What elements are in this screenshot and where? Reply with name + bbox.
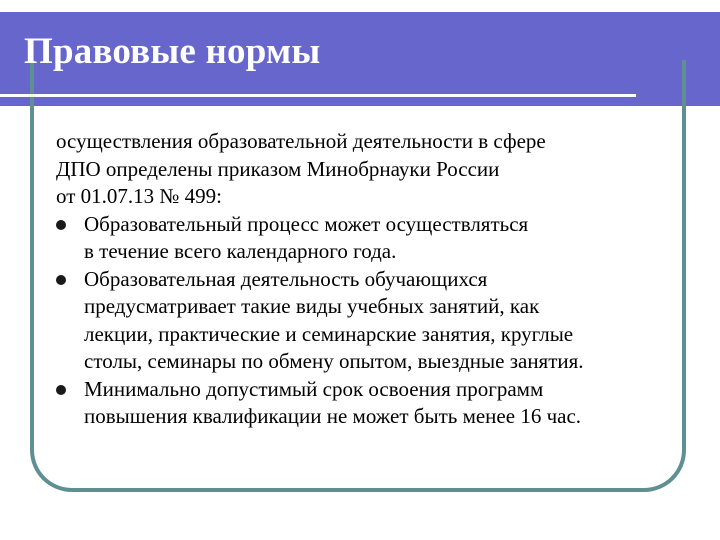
bullet-line: лекции, практические и семинарские занятия, круглые <box>84 321 574 346</box>
intro-line: осуществления образовательной деятельности в сфере <box>56 129 546 153</box>
bullet-dot-icon <box>56 275 66 285</box>
intro-line: ДПО определены приказом Минобрнауки России <box>56 156 500 181</box>
bullet-line: повышения квалификации не может быть менее 16 час. <box>84 404 582 428</box>
bullet-dot-icon <box>56 220 66 230</box>
bullet-line: в течение всего календарного года. <box>84 239 397 263</box>
bullet-line: столы, семинары по обмену опытом, выездные занятия. <box>84 349 584 373</box>
slide-title: Правовые нормы <box>24 31 321 72</box>
bullet-line: предусматривает такие виды учебных занятий, как <box>84 294 540 318</box>
intro-paragraph <box>56 128 686 211</box>
bullet-item <box>56 266 686 376</box>
bullet-item <box>56 376 686 431</box>
slide-body <box>56 128 686 431</box>
intro-line: от 01.07.13 № 499: <box>56 184 223 208</box>
bullet-line: Минимально допустимый срок освоения программ <box>84 376 544 401</box>
bullet-dot-icon <box>56 385 66 395</box>
title-underline <box>0 94 636 97</box>
bullet-list <box>56 211 686 431</box>
bullet-line: Образовательная деятельность обучающихся <box>84 266 488 291</box>
bullet-line: Образовательный процесс может осуществляться <box>84 211 529 236</box>
bullet-item <box>56 211 686 266</box>
